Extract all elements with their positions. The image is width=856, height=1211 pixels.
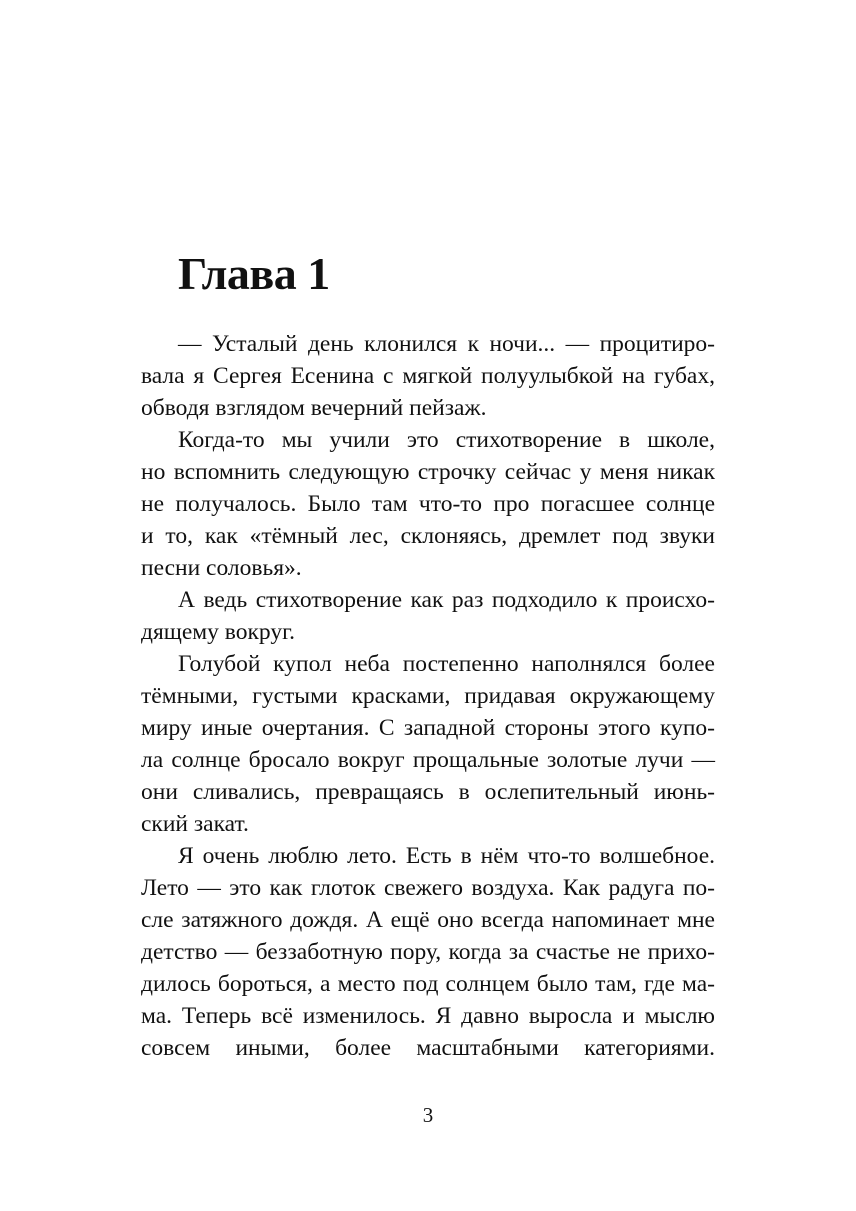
text-line: ма. Теперь всё изменилось. Я давно выросла и мыслю — [141, 1003, 715, 1029]
text-line: Когда-то мы учили это стихотворение в школе, — [178, 427, 715, 453]
text-line: дящему вокруг. — [141, 619, 295, 645]
body-text — [141, 328, 715, 1064]
text-line: сле затяжного дождя. А ещё оно всегда напоминает мне — [141, 907, 715, 933]
text-line: вала я Сергея Есенина с мягкой полуулыбкой на губах, — [141, 363, 715, 389]
text-line: обводя взглядом вечерний пейзаж. — [141, 395, 487, 421]
text-line: А ведь стихотворение как раз подходило к происхо- — [178, 587, 715, 613]
text-line: они сливались, превращаясь в ослепительный июнь- — [141, 779, 715, 805]
text-line: Я очень люблю лето. Есть в нём что-то волшебное. — [178, 843, 715, 869]
text-line: детство — беззаботную пору, когда за счастье не прихо- — [141, 939, 715, 965]
text-line: тёмными, густыми красками, придавая окружающему — [141, 683, 715, 709]
chapter-title: Глава 1 — [178, 248, 330, 299]
text-line: дилось бороться, а место под солнцем было там, где ма- — [141, 971, 715, 997]
text-line: но вспомнить следующую строчку сейчас у меня никак — [141, 459, 715, 485]
text-line: ский закат. — [141, 811, 249, 837]
text-line: — Усталый день клонился к ночи... — процитиро- — [178, 331, 715, 357]
text-line: песни соловья». — [141, 555, 302, 581]
text-line: Лето — это как глоток свежего воздуха. Как радуга по- — [141, 875, 715, 901]
text-line: ла солнце бросало вокруг прощальные золотые лучи — — [141, 747, 715, 773]
text-line: миру иные очертания. С западной стороны этого купо- — [141, 715, 715, 741]
page-number: 3 — [422, 1103, 434, 1127]
text-line: и то, как «тёмный лес, склоняясь, дремлет под звуки — [141, 523, 715, 549]
text-line: Голубой купол неба постепенно наполнялся более — [178, 651, 715, 677]
text-line: совсем иными, более масштабными категориями. — [141, 1035, 715, 1061]
text-line: не получалось. Было там что-то про погасшее солнце — [141, 491, 715, 517]
